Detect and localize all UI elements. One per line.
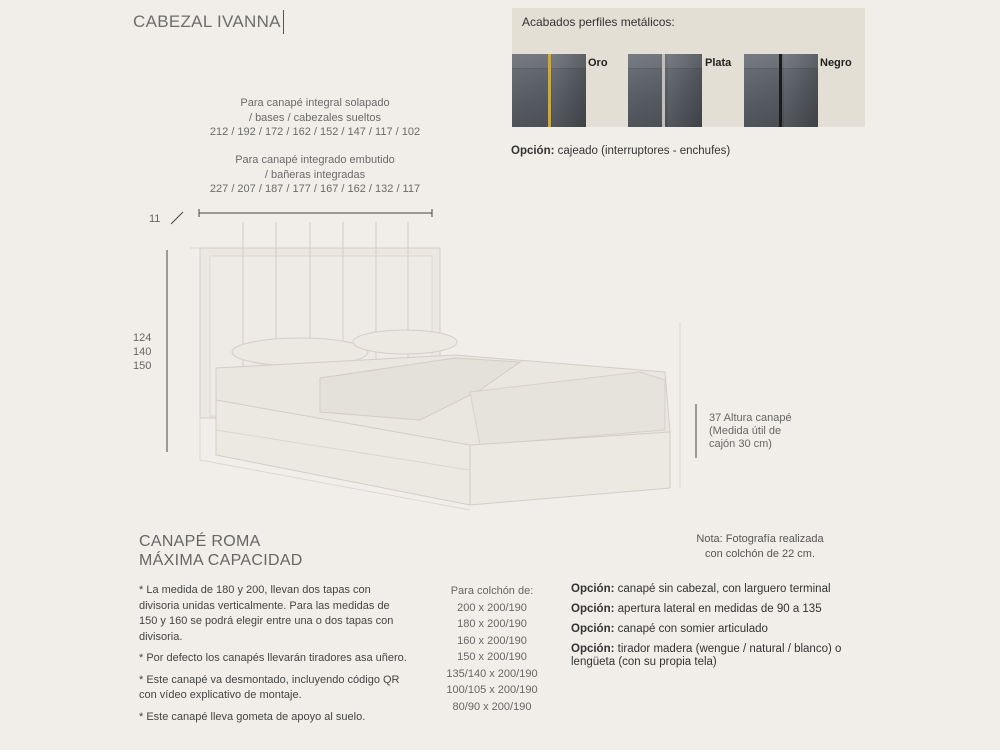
note-item: * Este canapé lleva gometa de apoyo al suelo. [139,710,366,723]
canape-height-line: (Medida útil de [709,425,782,437]
option-item [571,583,861,596]
size-item: 180 x 200/190 [457,618,527,630]
size-item: 135/140 x 200/190 [446,667,538,680]
sizes-title: Para colchón de: [450,585,534,597]
dimension-group-embutido [190,153,440,197]
size-item: 150 x 200/190 [457,651,527,663]
swatch-plata [628,54,702,127]
dimension-values: 227 / 207 / 187 / 177 / 167 / 162 / 132 / 117 [209,183,421,195]
swatch-label-negro: Negro [820,57,852,69]
option-text: tirador madera (wengue / natural / blanco) o lengüeta (con su propia tela) [571,643,842,668]
product-title [139,532,303,570]
canape-height-label [709,412,792,451]
size-item: 80/90 x 200/190 [452,700,532,713]
option-item [571,603,861,616]
height-values [133,331,151,373]
swatch-negro [744,54,818,127]
option-item [571,623,861,636]
option-text: cajeado (interruptores - enchufes) [557,145,731,157]
page-title: CABEZAL IVANNA [133,10,284,34]
finishes-title: Acabados perfiles metálicos: [522,15,675,29]
options-list [571,583,861,676]
swatch-oro [512,54,586,127]
height-value: 140 [133,346,152,358]
option-prefix: Opción: [571,603,615,615]
finishes-panel [512,8,865,127]
dimension-line: Para canapé integrado embutido [235,154,395,166]
note-line: Nota: Fotografía realizada [696,533,824,545]
option-prefix: Opción: [571,643,615,655]
photo-note [680,532,840,562]
dimension-line: / bases / cabezales sueltos [248,111,382,124]
note-item: * La medida de 180 y 200, llevan dos tapas con divisoria unidas verticalmente. Para las medidas de 150 y 160 se podrá elegir entre una o dos tapas con divisoria. [139,584,394,643]
profile-strip-oro [548,54,551,127]
depth-value: 11 [149,213,161,225]
option-item [571,643,861,669]
option-text: canapé con somier articulado [617,623,768,635]
notes-list [139,583,409,731]
mattress-sizes [432,583,552,715]
option-text: apertura lateral en medidas de 90 a 135 [617,603,822,615]
height-value: 150 [133,360,152,372]
option-prefix: Opción: [571,623,615,635]
note-item: * Por defecto los canapés llevarán tiradores asa uñero. [139,652,407,664]
dimension-line: Para canapé integral solapado [240,97,390,109]
option-prefix: Opción: [511,145,555,157]
profile-strip-negro [779,54,782,127]
option-prefix: Opción: [571,583,615,595]
swatch-label-oro: Oro [588,57,608,69]
canape-height-line: 37 Altura canapé [709,412,792,424]
product-title-line1: CANAPÉ ROMA [139,533,261,550]
canape-height-line: cajón 30 cm) [709,438,772,450]
size-item: 200 x 200/190 [457,601,527,614]
note-item: * Este canapé va desmontado, incluyendo código QR con vídeo explicativo de montaje. [139,673,400,701]
profile-strip-plata [662,54,665,127]
dimension-group-solapado [190,96,440,140]
product-title-line2: MÁXIMA CAPACIDAD [139,552,303,569]
dimension-line: / bañeras integradas [264,168,366,181]
swatch-label-plata: Plata [705,57,732,69]
note-line: con colchón de 22 cm. [704,548,816,560]
dimension-values: 212 / 192 / 172 / 162 / 152 / 147 / 117 / 102 [209,126,421,138]
height-value: 124 [133,332,152,344]
option-cajeado [511,145,730,157]
option-text: canapé sin cabezal, con larguero terminal [617,583,831,595]
size-item: 160 x 200/190 [457,634,527,647]
size-item: 100/105 x 200/190 [446,684,538,696]
